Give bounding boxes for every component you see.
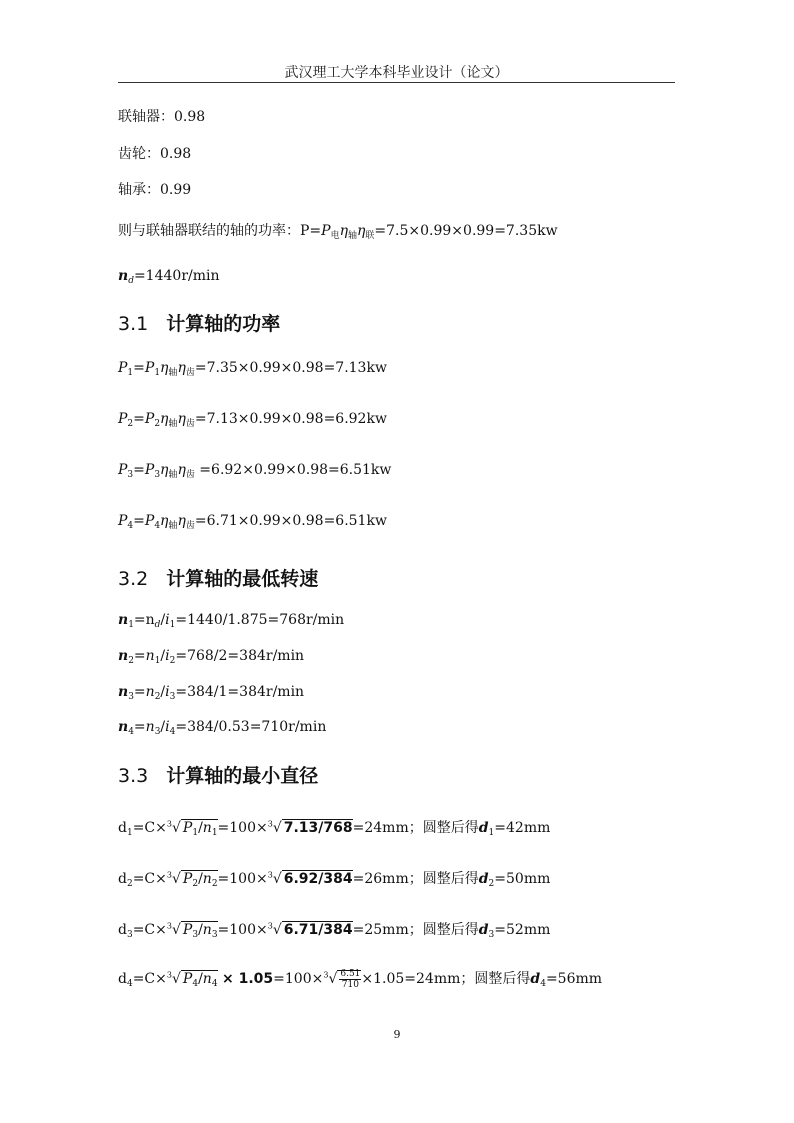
power-line-4-value: =6.71×0.99×0.98=6.51kw [194, 513, 387, 529]
motor-speed-value: =1440r/min [133, 268, 220, 284]
power-line-2: $P_2=P_2\eta_轴\eta_齿=7.13\times 0.99\times 0.98=6.92kw$ [118, 411, 387, 429]
power-line-2-value: =7.13×0.99×0.98=6.92kw [194, 411, 387, 427]
diameter-line-1: $d_1=C\times^3√$ $P_1/n_1=100\times^3√$ 7.13/768=24mm；圆整后得$d_1=42mm$ [118, 819, 551, 838]
bearing-efficiency: 轴承：0.99 [118, 182, 192, 198]
section-heading-3-2 [118, 564, 318, 591]
power-line-1: $P_1=P_1\eta_轴\eta_齿=7.35\times 0.99\times 0.98=7.13kw$ [118, 360, 387, 378]
section-number: 3.3 [118, 765, 149, 787]
input-power-formula: 则与联轴器联结的轴的功率：$P=P_电\eta_轴\eta_联=7.5\times 0.99\times 0.99=7.35kw$ [118, 223, 558, 241]
motor-speed: $n_d=1440r/\min$ [118, 268, 220, 286]
diameter-line-4: $d_4=C\times^3√$ $P_4/n_4 \times 1.05=100\times^3√$ $\frac{6.51}{710}$ ×1.05=24mm；圆整后得$d_4=56mm$ [118, 968, 603, 990]
power-line-4: $P_4=P_4\eta_轴\eta_齿=6.71\times 0.99\times 0.98=6.51kw$ [118, 513, 387, 531]
speed-line-2: $n_2=n_1/i_2=768/2=384r/\min$ [118, 648, 305, 666]
section-title: 计算轴的最小直径 [166, 765, 319, 787]
section-number: 3.2 [118, 568, 149, 590]
speed-line-4: $n_4=n_3/i_4=384/0.53=710r/\min$ [118, 719, 327, 737]
section-heading-3-1 [118, 309, 280, 336]
fraction: $\frac{6.51}{710}$ [340, 968, 361, 990]
header-rule [118, 82, 675, 83]
gear-efficiency: 齿轮：0.98 [118, 146, 192, 162]
section-title: 计算轴的功率 [166, 313, 281, 335]
power-line-3: $P_3=P_3\eta_轴\eta_齿 =6.92\times 0.99\times 0.98=6.51kw$ [118, 462, 392, 480]
diameter-line-2: $d_2=C\times^3√$ $P_2/n_2=100\times^3√$ 6.92/384=26mm；圆整后得$d_2=50mm$ [118, 870, 551, 889]
speed-line-1: $n_1=n_d/i_1=1440/1.875=768r/\min$ [118, 612, 345, 630]
power-line-1-value: =7.35×0.99×0.98=7.13kw [194, 360, 387, 376]
section-heading-3-3 [118, 761, 318, 788]
coupling-efficiency: 联轴器：0.98 [118, 109, 206, 125]
diameter-line-3: $d_3=C\times^3√$ $P_3/n_3=100\times^3√$ 6.71/384=25mm；圆整后得$d_3=52mm$ [118, 921, 551, 940]
page-header: 武汉理工大学本科毕业设计（论文） [284, 65, 509, 81]
section-title: 计算轴的最低转速 [166, 568, 319, 590]
page-number: 9 [393, 1028, 401, 1041]
input-power-intro: 则与联轴器联结的轴的功率：P= [118, 223, 322, 239]
input-power-result: =7.5×0.99×0.99=7.35kw [374, 223, 558, 239]
section-number: 3.1 [118, 313, 149, 335]
speed-line-3: $n_3=n_2/i_3=384/1=384r/\min$ [118, 684, 305, 702]
power-line-3-value: =6.92×0.99×0.98=6.51kw [194, 462, 392, 478]
